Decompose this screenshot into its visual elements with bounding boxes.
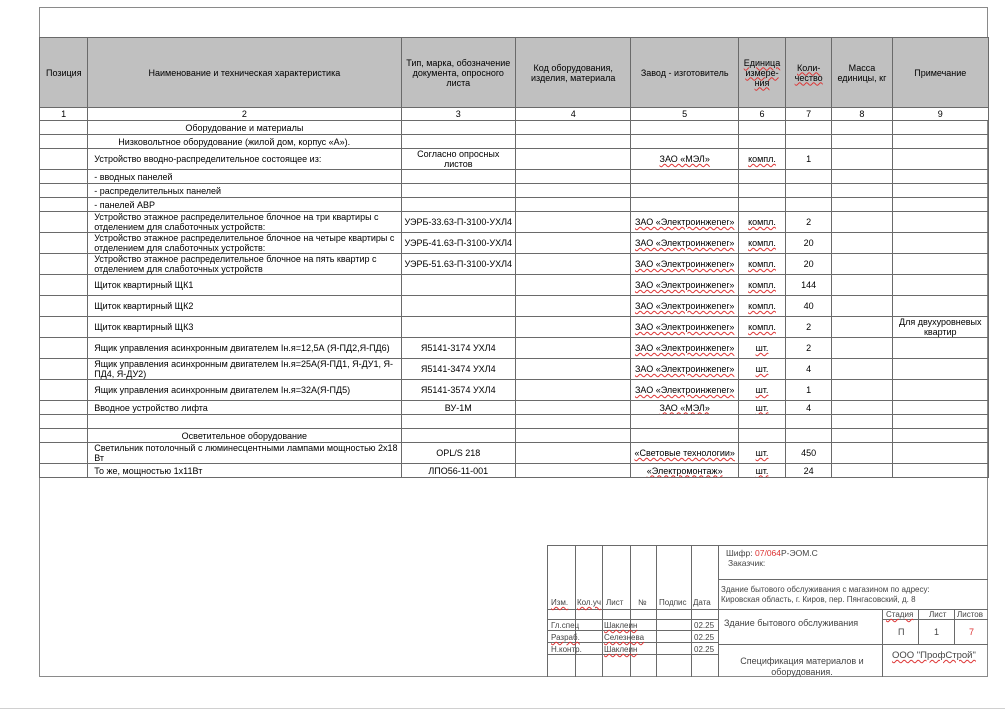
unit-cell: компл. <box>738 275 785 296</box>
qty-cell: 2 <box>786 212 832 233</box>
type-cell: УЭРБ-41.63-П-3100-УХЛ4 <box>401 233 515 254</box>
signer-role: Гл.спец <box>551 621 580 630</box>
table-row <box>40 296 989 317</box>
unit-cell: шт. <box>738 464 785 478</box>
mass-cell <box>832 317 892 338</box>
factory-cell: ЗАО «Электроинжener» <box>631 380 738 401</box>
rev-header-date: Дата <box>693 598 711 607</box>
factory-cell <box>631 121 738 135</box>
type-cell: ЛПО56-11-001 <box>401 464 515 478</box>
factory-cell: «Электромонтаж» <box>631 464 738 478</box>
table-row <box>40 338 989 359</box>
qty-cell: 144 <box>786 275 832 296</box>
note-cell <box>892 338 988 359</box>
table-row <box>40 121 989 135</box>
address-line-1: Здание бытового обслуживания с магазином по адресу: <box>721 585 930 594</box>
position-cell <box>40 275 88 296</box>
code-cell <box>515 415 630 429</box>
qty-cell <box>786 198 832 212</box>
column-number: 9 <box>892 108 988 121</box>
table-row <box>40 415 989 429</box>
type-cell <box>401 429 515 443</box>
unit-cell: компл. <box>738 212 785 233</box>
note-cell <box>892 275 988 296</box>
item-name-cell: Ящик управления асинхронным двигателем Iн.я=32А(Я-ПД5) <box>88 380 401 401</box>
item-name-cell: Устройство этажное распределительное блочное на четыре квартиры с отделением для слаботочных устройств: <box>88 233 401 254</box>
unit-cell: шт. <box>738 359 785 380</box>
code-cell <box>515 429 630 443</box>
type-cell <box>401 184 515 198</box>
factory-cell <box>631 135 738 149</box>
type-cell: OPL/S 218 <box>401 443 515 464</box>
type-cell: ВУ-1М <box>401 401 515 415</box>
position-cell <box>40 121 88 135</box>
header-name: Наименование и техническая характеристика <box>88 38 401 108</box>
factory-cell <box>631 170 738 184</box>
note-cell <box>892 149 988 170</box>
factory-cell: «Световые технологии» <box>631 443 738 464</box>
mass-cell <box>832 415 892 429</box>
document-title: Спецификация материалов и оборудования. <box>740 656 864 677</box>
qty-cell: 1 <box>786 380 832 401</box>
rev-header-kolch: Кол.уч <box>577 598 601 607</box>
table-row <box>40 401 989 415</box>
note-cell <box>892 170 988 184</box>
note-cell <box>892 443 988 464</box>
position-cell <box>40 429 88 443</box>
table-row <box>40 254 989 275</box>
mass-cell <box>832 135 892 149</box>
factory-cell: ЗАО «МЭЛ» <box>631 401 738 415</box>
unit-cell: шт. <box>738 443 785 464</box>
column-number: 6 <box>738 108 785 121</box>
position-cell <box>40 198 88 212</box>
factory-cell: ЗАО «Электроинжener» <box>631 275 738 296</box>
position-cell <box>40 135 88 149</box>
mass-cell <box>832 443 892 464</box>
table-row <box>40 212 989 233</box>
signer-name: Шаклеин <box>604 645 638 654</box>
address-line-2: Кировская область, г. Киров, пер. Пянгасовский, д. 8 <box>721 595 916 604</box>
mass-cell <box>832 198 892 212</box>
note-cell <box>892 121 988 135</box>
company-name: ООО "ПрофСтрой" <box>892 650 976 661</box>
type-cell: Согласно опросных листов <box>401 149 515 170</box>
signer-date: 02.25 <box>694 633 715 642</box>
header-qty: Коли-чество <box>786 38 832 108</box>
factory-cell: ЗАО «Электроинжener» <box>631 212 738 233</box>
customer-label: Заказчик: <box>728 558 766 568</box>
factory-cell: ЗАО «Электроинжener» <box>631 359 738 380</box>
mass-cell <box>832 212 892 233</box>
position-cell <box>40 233 88 254</box>
unit-cell: компл. <box>738 149 785 170</box>
code-cell <box>515 233 630 254</box>
note-cell <box>892 380 988 401</box>
code-cell <box>515 254 630 275</box>
item-name-cell: Низковольтное оборудование (жилой дом, корпус «А»). <box>88 135 401 149</box>
unit-cell <box>738 121 785 135</box>
note-cell <box>892 401 988 415</box>
code-cell <box>515 275 630 296</box>
header-type: Тип, марка, обозначение документа, опросного листа <box>401 38 515 108</box>
table-header-row <box>40 38 989 108</box>
position-cell <box>40 184 88 198</box>
type-cell: Я5141-3474 УХЛ4 <box>401 359 515 380</box>
page-edge <box>0 708 1005 709</box>
note-cell <box>892 415 988 429</box>
position-cell <box>40 338 88 359</box>
column-number-row <box>40 108 989 121</box>
header-position: Позиция <box>40 38 88 108</box>
code-cell <box>515 149 630 170</box>
code-cell <box>515 464 630 478</box>
qty-cell <box>786 415 832 429</box>
signer-role: Разраб. <box>551 633 580 642</box>
factory-cell: ЗАО «Электроинжener» <box>631 254 738 275</box>
table-row <box>40 275 989 296</box>
column-number: 2 <box>88 108 401 121</box>
qty-cell <box>786 429 832 443</box>
header-note: Примечание <box>892 38 988 108</box>
mass-cell <box>832 254 892 275</box>
qty-cell: 1 <box>786 149 832 170</box>
factory-cell <box>631 429 738 443</box>
position-cell <box>40 212 88 233</box>
mass-cell <box>832 121 892 135</box>
note-cell <box>892 198 988 212</box>
note-cell <box>892 212 988 233</box>
position-cell <box>40 401 88 415</box>
rev-header-list: Лист <box>606 598 624 607</box>
table-row <box>40 170 989 184</box>
signer-name: Шаклеин <box>604 621 638 630</box>
note-cell <box>892 296 988 317</box>
mass-cell <box>832 149 892 170</box>
position-cell <box>40 149 88 170</box>
item-name-cell: - распределительных панелей <box>88 184 401 198</box>
unit-cell: компл. <box>738 254 785 275</box>
table-row <box>40 149 989 170</box>
sheet-header: Лист <box>929 610 947 619</box>
qty-cell: 4 <box>786 359 832 380</box>
item-name-cell: Ящик управления асинхронным двигателем Iн.я=12,5А (Я-ПД2,Я-ПД6) <box>88 338 401 359</box>
code-cell <box>515 212 630 233</box>
mass-cell <box>832 338 892 359</box>
unit-cell: шт. <box>738 338 785 359</box>
rev-header-number: № <box>638 598 647 607</box>
header-mass: Масса единицы, кг <box>832 38 892 108</box>
code-cell <box>515 135 630 149</box>
factory-cell: ЗАО «Электроинжener» <box>631 338 738 359</box>
table-row <box>40 198 989 212</box>
table-row <box>40 135 989 149</box>
code-cell <box>515 443 630 464</box>
column-number: 7 <box>786 108 832 121</box>
qty-cell: 20 <box>786 254 832 275</box>
qty-cell <box>786 135 832 149</box>
item-name-cell: Щиток квартирный ЩК1 <box>88 275 401 296</box>
item-name-cell: - панелей АВР <box>88 198 401 212</box>
unit-cell <box>738 135 785 149</box>
signer-date: 02.25 <box>694 645 715 654</box>
table-row <box>40 443 989 464</box>
note-cell: Для двухуровневых квартир <box>892 317 988 338</box>
code-cell <box>515 184 630 198</box>
specification-table <box>39 37 989 478</box>
code-cell <box>515 380 630 401</box>
position-cell <box>40 443 88 464</box>
table-row <box>40 429 989 443</box>
column-number: 3 <box>401 108 515 121</box>
signer-name: Селезнева <box>604 633 645 642</box>
type-cell <box>401 121 515 135</box>
item-name-cell: Устройство этажное распределительное блочное на три квартиры с отделением для слаботочных устройств: <box>88 212 401 233</box>
rev-header-sign: Подпис <box>659 598 687 607</box>
signer-date: 02.25 <box>694 621 715 630</box>
stage-header: Стадия <box>886 610 914 619</box>
code-cell <box>515 198 630 212</box>
code-cell <box>515 359 630 380</box>
object-name: Здание бытового обслуживания <box>724 618 859 628</box>
unit-cell: компл. <box>738 296 785 317</box>
unit-cell <box>738 170 785 184</box>
factory-cell <box>631 415 738 429</box>
type-cell: Я5141-3174 УХЛ4 <box>401 338 515 359</box>
mass-cell <box>832 380 892 401</box>
item-name-cell: - вводных панелей <box>88 170 401 184</box>
table-row <box>40 233 989 254</box>
mass-cell <box>832 429 892 443</box>
header-unit: Единица измере-ния <box>738 38 785 108</box>
sheet-value: 1 <box>934 627 940 637</box>
position-cell <box>40 464 88 478</box>
factory-cell <box>631 198 738 212</box>
qty-cell: 24 <box>786 464 832 478</box>
position-cell <box>40 380 88 401</box>
type-cell: УЭРБ-51.63-П-3100-УХЛ4 <box>401 254 515 275</box>
mass-cell <box>832 184 892 198</box>
note-cell <box>892 184 988 198</box>
type-cell <box>401 296 515 317</box>
table-row <box>40 184 989 198</box>
position-cell <box>40 415 88 429</box>
qty-cell: 2 <box>786 317 832 338</box>
signer-role: Н.контр. <box>551 645 582 654</box>
qty-cell: 4 <box>786 401 832 415</box>
note-cell <box>892 233 988 254</box>
code-cell <box>515 121 630 135</box>
item-name-cell: Ящик управления асинхронным двигателем Iн.я=25А(Я-ПД1, Я-ДУ1, Я-ПД4, Я-ДУ2) <box>88 359 401 380</box>
sheets-value: 7 <box>969 627 975 637</box>
factory-cell: ЗАО «Электроинжener» <box>631 317 738 338</box>
unit-cell <box>738 415 785 429</box>
column-number: 1 <box>40 108 88 121</box>
factory-cell <box>631 184 738 198</box>
unit-cell: шт. <box>738 380 785 401</box>
type-cell <box>401 275 515 296</box>
note-cell <box>892 135 988 149</box>
code-cell <box>515 338 630 359</box>
note-cell <box>892 429 988 443</box>
type-cell <box>401 170 515 184</box>
factory-cell: ЗАО «Электроинжener» <box>631 296 738 317</box>
stage-value: П <box>898 627 905 637</box>
mass-cell <box>832 401 892 415</box>
note-cell <box>892 359 988 380</box>
qty-cell: 20 <box>786 233 832 254</box>
table-row <box>40 464 989 478</box>
sheets-header: Листов <box>957 610 983 619</box>
item-name-cell: Осветительное оборудование <box>88 429 401 443</box>
type-cell <box>401 198 515 212</box>
item-name-cell: Щиток квартирный ЩК2 <box>88 296 401 317</box>
mass-cell <box>832 170 892 184</box>
table-row <box>40 380 989 401</box>
column-number: 4 <box>515 108 630 121</box>
project-code: Шифр: 07/064Р-ЭОМ.С <box>726 548 818 558</box>
mass-cell <box>832 233 892 254</box>
qty-cell <box>786 121 832 135</box>
unit-cell: компл. <box>738 233 785 254</box>
unit-cell: компл. <box>738 317 785 338</box>
item-name-cell: Светильник потолочный с люминесцентными лампами мощностью 2x18 Вт <box>88 443 401 464</box>
item-name-cell: Устройство этажное распределительное блочное на пять квартир с отделением для слаботочных устройств <box>88 254 401 275</box>
column-number: 5 <box>631 108 738 121</box>
unit-cell <box>738 184 785 198</box>
column-number: 8 <box>832 108 892 121</box>
table-row <box>40 359 989 380</box>
position-cell <box>40 254 88 275</box>
position-cell <box>40 296 88 317</box>
unit-cell <box>738 429 785 443</box>
qty-cell <box>786 170 832 184</box>
item-name-cell: Устройство вводно-распределительное состоящее из: <box>88 149 401 170</box>
code-cell <box>515 317 630 338</box>
position-cell <box>40 317 88 338</box>
type-cell <box>401 317 515 338</box>
rev-header-izm: Изм. <box>551 598 569 607</box>
unit-cell <box>738 198 785 212</box>
type-cell: УЭРБ-33.63-П-3100-УХЛ4 <box>401 212 515 233</box>
position-cell <box>40 170 88 184</box>
qty-cell: 40 <box>786 296 832 317</box>
type-cell: Я5141-3574 УХЛ4 <box>401 380 515 401</box>
item-name-cell: То же, мощностью 1x11Вт <box>88 464 401 478</box>
item-name-cell: Оборудование и материалы <box>88 121 401 135</box>
item-name-cell <box>88 415 401 429</box>
qty-cell: 2 <box>786 338 832 359</box>
note-cell <box>892 254 988 275</box>
type-cell <box>401 135 515 149</box>
mass-cell <box>832 275 892 296</box>
code-cell <box>515 170 630 184</box>
item-name-cell: Щиток квартирный ЩК3 <box>88 317 401 338</box>
table-row <box>40 317 989 338</box>
factory-cell: ЗАО «Электроинжener» <box>631 233 738 254</box>
mass-cell <box>832 464 892 478</box>
header-factory: Завод - изготовитель <box>631 38 738 108</box>
qty-cell <box>786 184 832 198</box>
type-cell <box>401 415 515 429</box>
mass-cell <box>832 359 892 380</box>
item-name-cell: Вводное устройство лифта <box>88 401 401 415</box>
specification-rows <box>40 121 989 478</box>
code-cell <box>515 401 630 415</box>
factory-cell: ЗАО «МЭЛ» <box>631 149 738 170</box>
note-cell <box>892 464 988 478</box>
mass-cell <box>832 296 892 317</box>
header-code: Код оборудования, изделия, материала <box>515 38 630 108</box>
unit-cell: шт. <box>738 401 785 415</box>
position-cell <box>40 359 88 380</box>
qty-cell: 450 <box>786 443 832 464</box>
code-cell <box>515 296 630 317</box>
